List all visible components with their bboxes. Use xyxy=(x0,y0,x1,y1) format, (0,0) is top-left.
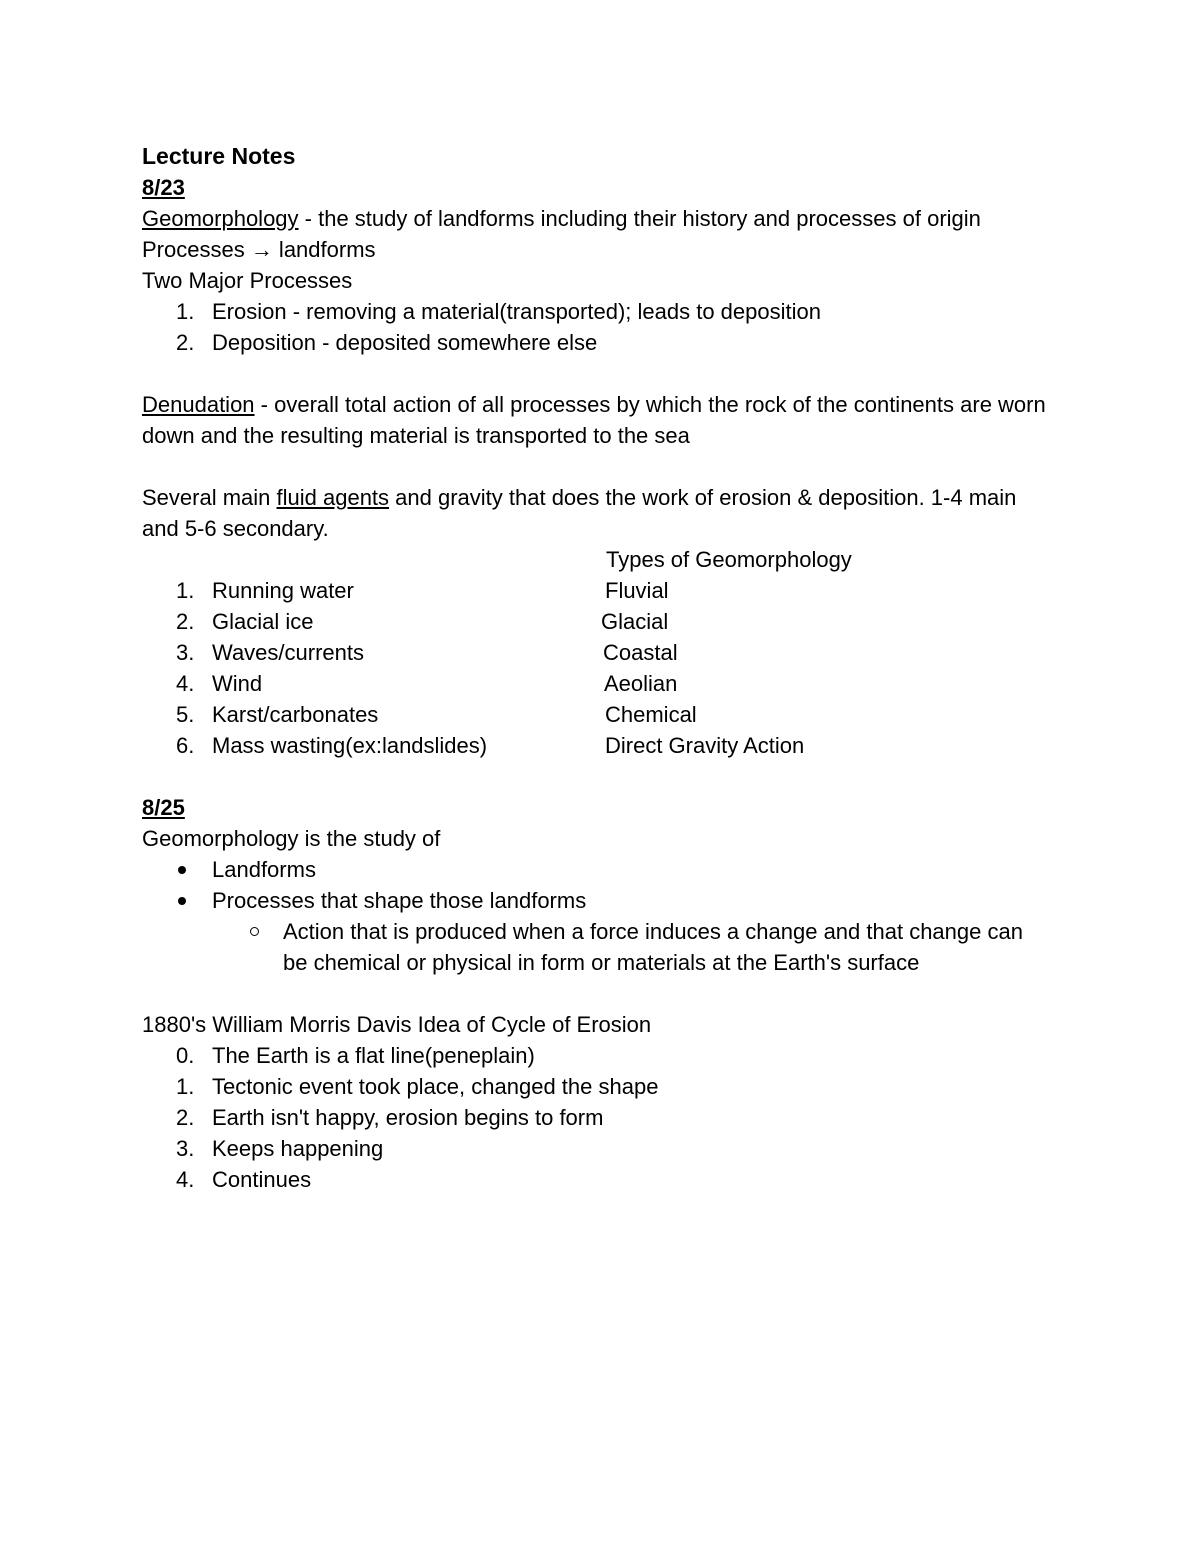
list-item xyxy=(142,1071,1072,1102)
section-date-8-23: 8/23 xyxy=(142,175,185,200)
list-item xyxy=(142,1133,1072,1164)
list-item xyxy=(142,296,1072,327)
list-item xyxy=(142,575,1072,606)
list-item-text: Landforms xyxy=(212,857,316,882)
major-processes-list xyxy=(142,296,1072,358)
agent-text: Karst/carbonates xyxy=(212,702,379,727)
geomorphology-type: Fluvial xyxy=(605,578,669,603)
sub-list-item xyxy=(142,916,1043,978)
fluid-agents-paragraph xyxy=(142,482,1032,544)
list-item xyxy=(142,885,1072,916)
geomorphology-type: Glacial xyxy=(601,609,669,634)
hollow-bullet-icon xyxy=(250,927,259,936)
geomorphology-type: Coastal xyxy=(603,640,678,665)
document-title: Lecture Notes xyxy=(142,143,296,169)
geomorphology-type: Aeolian xyxy=(604,671,678,696)
two-major-processes-heading: Two Major Processes xyxy=(142,268,353,293)
list-number: 3. xyxy=(176,640,195,665)
list-item-text: Continues xyxy=(212,1167,312,1192)
list-number: 0. xyxy=(176,1043,195,1068)
section2-intro: Geomorphology is the study of xyxy=(142,826,441,851)
list-number: 2. xyxy=(176,1105,195,1130)
list-item xyxy=(142,854,1072,885)
list-number: 4. xyxy=(176,1167,195,1192)
geomorphology-type: Chemical xyxy=(605,702,697,727)
geomorphology-type: Direct Gravity Action xyxy=(605,733,805,758)
document-content xyxy=(142,141,1072,1195)
geomorphology-definition xyxy=(142,203,1072,234)
davis-heading: 1880's William Morris Davis Idea of Cycle of Erosion xyxy=(142,1012,652,1037)
list-number: 3. xyxy=(176,1136,195,1161)
list-item xyxy=(142,606,1072,637)
list-item xyxy=(142,1102,1072,1133)
agents-post-text: and gravity that does the work of erosion & deposition. 1-4 main and 5-6 secondary. xyxy=(142,485,1017,541)
blank-line xyxy=(142,761,1072,792)
list-item-text: Processes that shape those landforms xyxy=(212,888,587,913)
blank-line xyxy=(142,978,1072,1009)
blank-line xyxy=(142,451,1072,482)
denudation-definition xyxy=(142,389,1072,451)
agents-pre-text: Several main xyxy=(142,485,277,510)
section-date-8-25: 8/25 xyxy=(142,795,185,820)
cycle-of-erosion-list xyxy=(142,1040,1072,1195)
list-number: 1. xyxy=(176,299,195,324)
list-item xyxy=(142,327,1072,358)
list-item xyxy=(142,668,1072,699)
list-item xyxy=(142,1040,1072,1071)
processes-line: Processes → landforms xyxy=(142,237,376,262)
bullet-icon xyxy=(178,897,186,905)
list-item-text: Earth isn't happy, erosion begins to form xyxy=(212,1105,604,1130)
list-number: 4. xyxy=(176,671,195,696)
geomorphology-term: Geomorphology xyxy=(142,206,299,231)
list-number: 1. xyxy=(176,1074,195,1099)
agent-text: Waves/currents xyxy=(212,640,365,665)
list-number: 5. xyxy=(176,702,195,727)
denudation-def-text: - overall total action of all processes by which the rock of the continents are worn down and the resulting material is transported to the sea xyxy=(142,392,1046,448)
agent-text: Wind xyxy=(212,671,263,696)
blank-line xyxy=(142,358,1072,389)
agent-text: Running water xyxy=(212,578,354,603)
study-of-bullet-list xyxy=(142,854,1072,978)
list-item xyxy=(142,1164,1072,1195)
list-item-text: Erosion - removing a material(transported); leads to deposition xyxy=(212,299,821,324)
agents-list xyxy=(142,575,1072,761)
list-item xyxy=(142,637,1072,668)
list-item-text: Deposition - deposited somewhere else xyxy=(212,330,598,355)
geomorphology-def-text: - the study of landforms including their history and processes of origin xyxy=(298,206,981,231)
list-number: 2. xyxy=(176,609,195,634)
list-number: 2. xyxy=(176,330,195,355)
list-item xyxy=(142,699,1072,730)
list-item xyxy=(142,730,1072,761)
list-item-text: The Earth is a flat line(peneplain) xyxy=(212,1043,535,1068)
list-number: 6. xyxy=(176,733,195,758)
list-item-text: Keeps happening xyxy=(212,1136,384,1161)
sub-list-item-text: Action that is produced when a force induces a change and that change can be chemical or physical in form or materials at the Earth's surface xyxy=(283,919,1023,975)
types-of-geomorphology-header: Types of Geomorphology xyxy=(606,547,852,572)
denudation-term: Denudation xyxy=(142,392,255,417)
bullet-icon xyxy=(178,866,186,874)
fluid-agents-term: fluid agents xyxy=(276,485,390,510)
agent-text: Glacial ice xyxy=(212,609,314,634)
list-item-text: Tectonic event took place, changed the shape xyxy=(212,1074,659,1099)
list-number: 1. xyxy=(176,578,195,603)
agent-text: Mass wasting(ex:landslides) xyxy=(212,733,488,758)
